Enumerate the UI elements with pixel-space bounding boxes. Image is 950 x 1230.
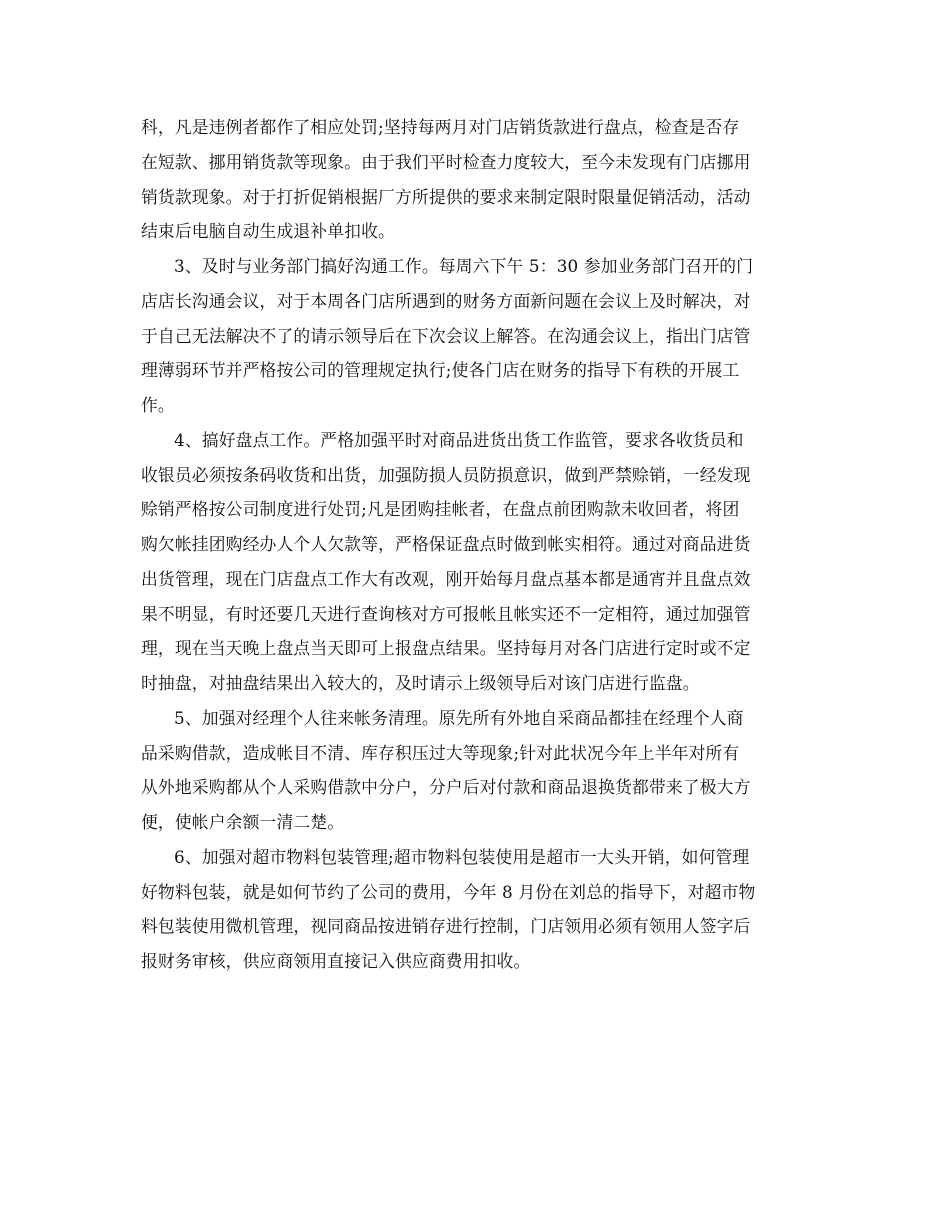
paragraph-line: 结束后电脑自动生成退补单扣收。 bbox=[141, 221, 395, 242]
paragraph-line: 于自己无法解决不了的请示领导后在下次会议上解答。在沟通会议上，指出门店管 bbox=[141, 325, 751, 346]
paragraph-line: 店店长沟通会议，对于本周各门店所遇到的财务方面新问题在会议上及时解决，对 bbox=[141, 290, 751, 311]
paragraph-line: 报财务审核，供应商领用直接记入供应商费用扣收。 bbox=[141, 951, 531, 971]
paragraph-line: 品采购借款，造成帐目不清、库存积压过大等现象;针对此状况今年上半年对所有 bbox=[141, 742, 740, 763]
paragraph-line: 便，使帐户余额一清二楚。 bbox=[141, 812, 345, 832]
paragraph-first-line: 3、及时与业务部门搞好沟通工作。每周六下午 5：30 参加业务部门召开的门 bbox=[174, 256, 754, 276]
document-body bbox=[141, 110, 813, 979]
paragraph-line: 从外地采购都从个人采购借款中分户，分户后对付款和商品退换货都带来了极大方 bbox=[141, 777, 751, 798]
paragraph-line: 果不明显，有时还要几天进行查询核对方可报帐且帐实还不一定相符，通过加强管 bbox=[141, 603, 751, 624]
paragraph-line: 理，现在当天晚上盘点当天即可上报盘点结果。坚持每月对各门店进行定时或不定 bbox=[141, 638, 751, 659]
paragraph-line: 赊销严格按公司制度进行处罚;凡是团购挂帐者，在盘点前团购款未收回者，将团 bbox=[141, 499, 740, 520]
paragraph-line: 作。 bbox=[141, 395, 175, 415]
paragraph-first-line: 5、加强对经理个人往来帐务清理。原先所有外地自采商品都挂在经理个人商 bbox=[174, 707, 744, 728]
paragraph-line: 在短款、挪用销货款等现象。由于我们平时检查力度较大，至今未发现有门店挪用 bbox=[141, 151, 751, 172]
paragraph-first-line: 6、加强对超市物料包装管理;超市物料包装使用是超市一大头开销，如何管理 bbox=[174, 846, 750, 867]
paragraph-line: 时抽盘，对抽盘结果出入较大的，及时请示上级领导后对该门店进行监盘。 bbox=[141, 673, 700, 693]
paragraph-line: 购欠帐挂团购经办人个人欠款等，严格保证盘点时做到帐实相符。通过对商品进货 bbox=[141, 534, 751, 554]
paragraph-line: 料包装使用微机管理，视同商品按进销存进行控制，门店领用必须有领用人签字后 bbox=[141, 916, 751, 937]
paragraph-line: 收银员必须按条码收货和出货，加强防损人员防损意识，做到严禁赊销，一经发现 bbox=[141, 464, 751, 485]
paragraph-line: 理薄弱环节并严格按公司的管理规定执行;使各门店在财务的指导下有秩的开展工 bbox=[141, 360, 740, 381]
paragraph-line: 出货管理，现在门店盘点工作大有改观，刚开始每月盘点基本都是通宵并且盘点效 bbox=[141, 568, 751, 589]
paragraph-line: 好物料包装，就是如何节约了公司的费用，今年 8 月份在刘总的指导下，对超市物 bbox=[141, 881, 756, 902]
paragraph-first-line: 4、搞好盘点工作。严格加强平时对商品进货出货工作监管，要求各收货员和 bbox=[174, 429, 744, 450]
paragraph-line: 销货款现象。对于打折促销根据厂方所提供的要求来制定限时限量促销活动，活动 bbox=[141, 186, 751, 207]
paragraph-line: 科，凡是违例者都作了相应处罚;坚持每两月对门店销货款进行盘点，检查是否存 bbox=[141, 117, 740, 137]
